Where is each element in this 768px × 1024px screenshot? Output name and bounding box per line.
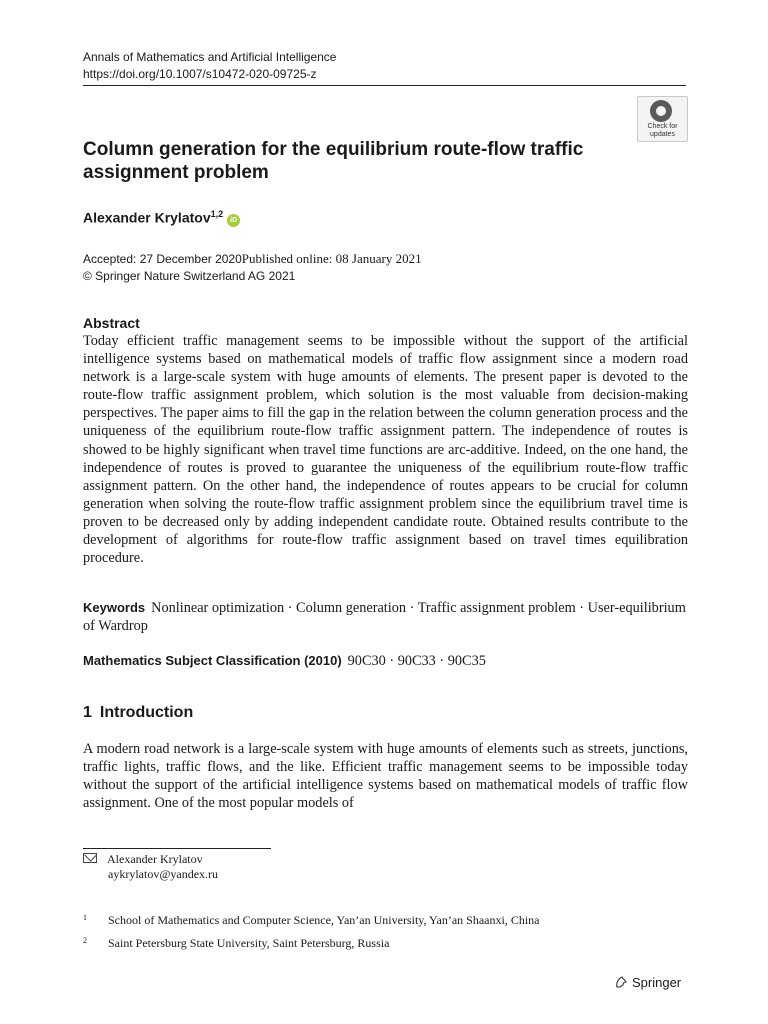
affiliation-text: School of Mathematics and Computer Science, Yan’an University, Yan’an Shaanxi, China: [108, 913, 540, 927]
paper-title: Column generation for the equilibrium route-flow traffic assignment problem: [83, 139, 584, 183]
keywords: [83, 599, 688, 635]
author-line: [83, 209, 240, 227]
msc-codes: 90C30 · 90C33 · 90C35: [347, 653, 486, 669]
keywords-list: Nonlinear optimization · Column generation · Traffic assignment problem · User-equilibrium of Wardrop: [83, 600, 686, 634]
msc-classification: [83, 653, 486, 670]
section-title: Introduction: [99, 704, 194, 721]
orcid-icon[interactable]: iD: [227, 214, 240, 227]
affiliation-number: 1: [83, 913, 87, 922]
corresponding-author: [83, 852, 218, 882]
section-heading: [83, 704, 193, 722]
affiliation-1: [83, 910, 539, 928]
copyright: © Springer Nature Switzerland AG 2021: [83, 269, 296, 283]
corresponding-email[interactable]: aykrylatov@yandex.ru: [108, 867, 219, 881]
affiliation-2: [83, 933, 389, 951]
doi-link[interactable]: https://doi.org/10.1007/s10472-020-09725-z: [83, 67, 317, 81]
envelope-icon: [83, 853, 97, 863]
check-for-updates-badge[interactable]: [637, 96, 688, 142]
publisher-name: Springer: [632, 975, 682, 990]
affiliation-text: Saint Petersburg State University, Saint Petersburg, Russia: [108, 936, 390, 950]
journal-name: Annals of Mathematics and Artificial Intelligence: [83, 50, 337, 64]
author-name: Alexander Krylatov: [83, 209, 211, 226]
badge-label: Check for updates: [647, 123, 678, 138]
journal-header: [83, 49, 336, 83]
publisher-logo: [614, 975, 681, 990]
published-date: Published online: 08 January 2021: [241, 251, 422, 266]
keywords-label: Keywords: [83, 600, 146, 615]
header-rule: [83, 85, 686, 86]
footnote-rule: [83, 848, 271, 849]
msc-label: Mathematics Subject Classification (2010): [83, 653, 342, 668]
abstract-heading: Abstract: [83, 315, 140, 331]
accepted-date: Accepted: 27 December 2020: [83, 252, 242, 266]
check-for-updates-icon: [650, 100, 672, 122]
affiliation-number: 2: [83, 936, 87, 945]
introduction-body: A modern road network is a large-scale system with huge amounts of elements such as streets, junctions, traffic lights, traffic flows, and the like. Efficient traffic management seems to be impossible today without the support of the artificial intelligence systems based on mathematical models of traffic flow assignment. One of the most popular models of: [83, 741, 688, 812]
section-number: 1: [83, 704, 92, 721]
springer-horse-icon: [614, 975, 628, 989]
publication-dates: [83, 250, 422, 285]
corresponding-name: Alexander Krylatov: [107, 852, 203, 866]
abstract-body: Today efficient traffic management seems to be impossible without the support of the artificial intelligence systems based on mathematical models of traffic flow assignment since a modern road network is a large-scale system with huge amounts of elements. The present paper is devoted to the route-flow traffic assignment problem, which solution is the most valuable from decision-making perspectives. The paper aims to fill the gap in the relation between the column generation process and the uniqueness of the equilibrium route-flow traffic assignment pattern. The independence of routes is showed to be highly significant when travel time functions are arc-additive. Indeed, on the one hand, the independence of routes is proved to guarantee the uniqueness of the equilibrium route-flow traffic assignment pattern. On the other hand, the independence of routes appears to be crucial for column generation when solving the route-flow traffic assignment problem since the equilibrium travel time is proven to be decreased only by adding independent candidate route. Obtained results contribute to the development of algorithms for route-flow traffic assignment based on travel times equilibration procedure.: [83, 333, 688, 567]
author-affiliation-marks: 1,2: [210, 209, 224, 219]
